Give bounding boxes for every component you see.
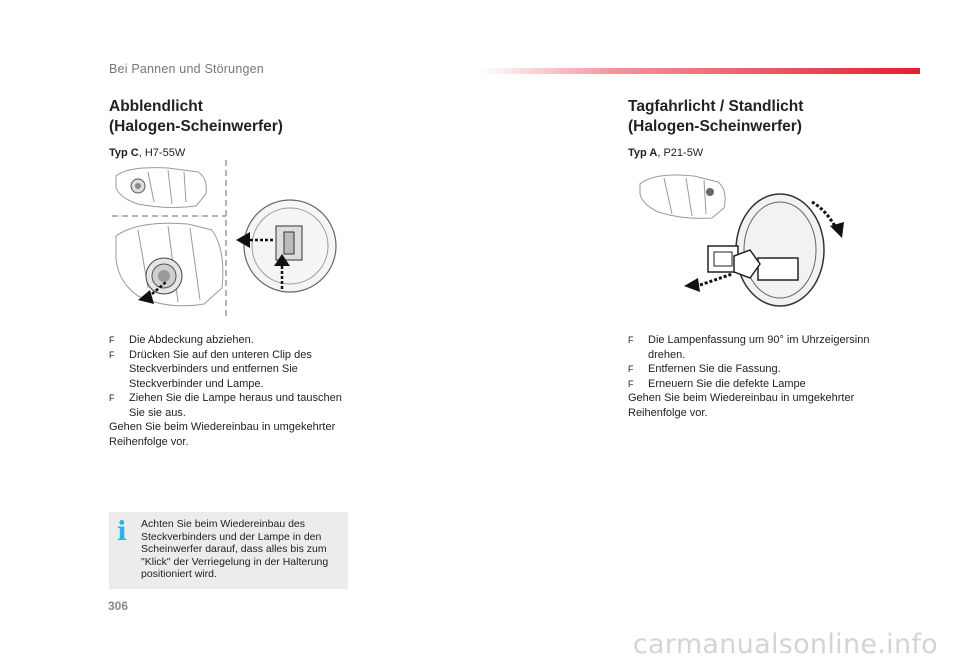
left-step: [109, 333, 359, 348]
right-heading-block: [628, 97, 908, 159]
step-marker: F: [109, 335, 115, 345]
right-step-text: Entfernen Sie die Fassung.: [648, 363, 781, 375]
left-title-line2: (Halogen-Scheinwerfer): [109, 118, 283, 135]
page-number: 306: [108, 599, 129, 613]
left-type-value: , H7-55W: [138, 147, 186, 159]
step-marker: F: [628, 335, 634, 345]
step-marker: F: [109, 393, 115, 403]
right-step-text: Erneuern Sie die defekte Lampe: [648, 377, 806, 390]
right-step: [628, 377, 878, 392]
left-instructions: [109, 333, 359, 449]
step-marker: F: [109, 349, 115, 360]
right-title-line1: Tagfahrlicht / Standlicht: [628, 98, 804, 115]
left-title-line1: Abblendlicht: [109, 98, 203, 115]
left-title: [109, 97, 369, 137]
right-reassembly-note: Gehen Sie beim Wiedereinbau in umgekehrter Reihenfolge vor.: [628, 392, 855, 419]
right-step: [628, 333, 878, 362]
step-marker: F: [628, 364, 634, 374]
low-beam-bulb-illustration: [108, 158, 348, 323]
info-icon: i: [117, 517, 127, 547]
watermark: carmanualsonline.info: [632, 629, 938, 660]
right-type-label: Typ A: [628, 147, 658, 159]
header-accent-bar: [480, 68, 920, 74]
right-instructions: [628, 333, 878, 420]
right-title-line2: (Halogen-Scheinwerfer): [628, 118, 802, 135]
side-light-bulb-illustration: [634, 168, 854, 308]
info-box: [109, 512, 348, 589]
right-bulb-type: [628, 147, 908, 159]
left-step-text: Drücken Sie auf den unteren Clip des Steckverbinders und entfernen Sie Steckverbinder und Lampe.: [129, 348, 312, 390]
left-step: [109, 348, 359, 392]
left-heading-block: [109, 97, 369, 159]
right-step-text: Die Lampenfassung um 90° im Uhrzeigersinn drehen.: [648, 334, 870, 361]
right-title: [628, 97, 908, 137]
info-text: Achten Sie beim Wiedereinbau des Steckverbinders und der Lampe in den Scheinwerfer darauf, dass alles bis zum "Klick" der Verriegelung in der Halterung positioniert wird.: [141, 518, 329, 580]
left-step-text: Die Abdeckung abziehen.: [129, 334, 254, 346]
right-type-value: , P21-5W: [657, 147, 704, 159]
left-step: [109, 391, 359, 420]
left-type-label: Typ C: [109, 147, 139, 159]
section-header: Bei Pannen und Störungen: [109, 62, 264, 76]
step-marker: F: [628, 378, 634, 389]
left-step-text: Ziehen Sie die Lampe heraus und tauschen Sie sie aus.: [129, 392, 342, 419]
left-reassembly-note: Gehen Sie beim Wiedereinbau in umgekehrter Reihenfolge vor.: [109, 421, 336, 448]
right-step: [628, 362, 878, 377]
